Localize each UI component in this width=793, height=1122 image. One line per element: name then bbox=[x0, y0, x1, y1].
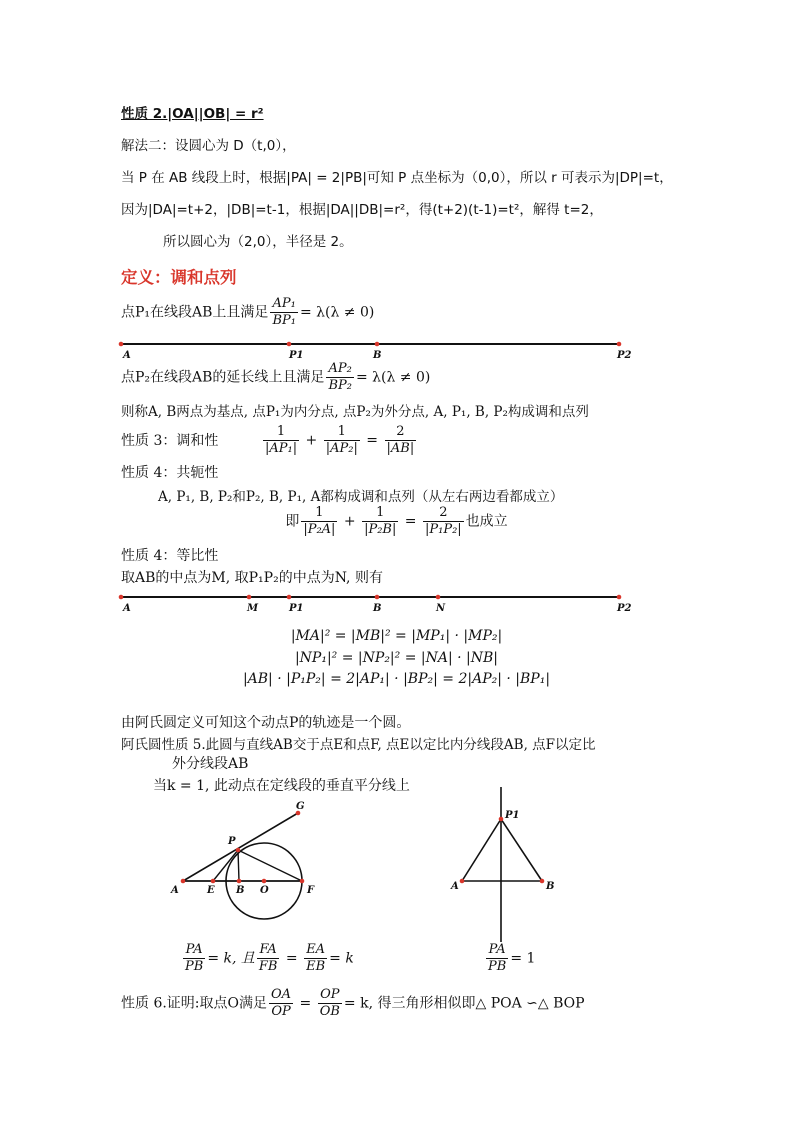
point-b bbox=[237, 879, 242, 884]
prop6-suffix: = k, 得三角形相似即△ POA ∽△ BOP bbox=[343, 995, 585, 1012]
prop6-prefix: 性质 6.证明:取点O满足 bbox=[121, 995, 268, 1012]
label-n: N bbox=[436, 603, 446, 614]
property-4-conjugate-text: A, P₁, B, P₂和P₂, B, P₁, A都构成调和点列（从左右两边看都成立） bbox=[158, 489, 564, 505]
prop3-f1-num: 1 bbox=[263, 424, 299, 441]
property-4-ratio-text: 取AB的中点为M, 取P₁P₂的中点为N, 则有 bbox=[121, 570, 383, 586]
segment-ap bbox=[462, 819, 501, 881]
label-b: B bbox=[373, 603, 382, 614]
caption-fa: FA bbox=[257, 942, 280, 959]
label-p: P bbox=[228, 836, 236, 847]
equation-1: |MA|² = |MB|² = |MP₁| · |MP₂| bbox=[290, 628, 503, 644]
label-a: A bbox=[171, 885, 179, 896]
property-4-ratio-label: 性质 4：等比性 bbox=[121, 548, 219, 564]
definition-heading: 定义：调和点列 bbox=[121, 268, 237, 287]
definition-explanation: 则称A, B两点为基点, 点P₁为内分点, 点P₂为外分点, A, P₁, B, P₂构成调和点列 bbox=[121, 404, 589, 420]
point-p2 bbox=[617, 342, 622, 347]
p1-fraction bbox=[270, 296, 298, 329]
caption-pa: PA bbox=[486, 942, 508, 959]
caption-pb: PB bbox=[185, 959, 204, 974]
property-6: 性质 6.证明:取点O满足 $\frac{OA}{OP}$ = $\frac{OP}{OB}$ = k, 得三角形相似即△ POA ∽△ BOP bbox=[121, 987, 585, 1019]
caption-end: = k bbox=[329, 950, 354, 967]
prop6-den2: OB bbox=[319, 1004, 340, 1019]
equation-2: |NP₁|² = |NP₂|² = |NA| · |NB| bbox=[294, 650, 499, 666]
prop3-f2-num: 1 bbox=[324, 424, 360, 441]
segment-bp bbox=[501, 819, 542, 881]
solution-line-2: 当 P 在 AB 线段上时，根据|PA| = 2|PB|可知 P 点坐标为（0,0），所以 r 可表示为|DP|=t， bbox=[121, 170, 673, 186]
prop4a-f1-den: |P₂A| bbox=[303, 522, 336, 537]
label-g: G bbox=[296, 801, 305, 812]
prop4a-f2-den: |P₂B| bbox=[364, 522, 397, 537]
label-m: M bbox=[247, 603, 259, 614]
prop4a-f3-num: 2 bbox=[423, 505, 464, 522]
point-p1 bbox=[287, 342, 292, 347]
point-o bbox=[262, 879, 267, 884]
p1-definition-suffix: = λ(λ ≠ 0) bbox=[299, 304, 375, 321]
label-p1: P1 bbox=[289, 350, 304, 361]
point-p1 bbox=[499, 817, 504, 822]
prop3-f2-den: |AP₂| bbox=[325, 441, 358, 456]
caption-pb: PB bbox=[488, 959, 507, 974]
label-p1: P1 bbox=[289, 603, 304, 614]
equation-3: |AB| · |P₁P₂| = 2|AP₁| · |BP₂| = 2|AP₂| · |BP₁| bbox=[242, 671, 551, 687]
label-p2: P2 bbox=[617, 350, 632, 361]
formula-suffix: 也成立 bbox=[465, 513, 508, 530]
property-3-label: 性质 3：调和性 bbox=[121, 432, 219, 449]
point-p2 bbox=[617, 595, 622, 600]
property-4-conjugate-formula: 即 $\frac{1}{\text{|P₂A|}}$ + $\frac{1}{\text{|P₂B|}}$ = $\frac{2}{\text{|P₁P₂|}}$ 也成立 bbox=[285, 505, 508, 537]
property-4-conjugate-label: 性质 4：共轭性 bbox=[121, 465, 219, 481]
prop4a-f2-num: 1 bbox=[362, 505, 398, 522]
label-b: B bbox=[236, 885, 245, 896]
section-title: 性质 2.|OA||OB| = r² bbox=[121, 106, 264, 122]
prop3-f3-den: |AB| bbox=[386, 441, 415, 456]
point-n bbox=[436, 595, 441, 600]
perpendicular-bisector-figure bbox=[445, 785, 565, 945]
label-o: O bbox=[260, 885, 269, 896]
p2-definition bbox=[121, 361, 430, 394]
harmonic-line-figure bbox=[115, 337, 635, 363]
solution-line-1: 解法二：设圆心为 D（t,0）， bbox=[121, 138, 296, 154]
point-a bbox=[119, 595, 124, 600]
solution-line-3: 因为|DA|=t+2，|DB|=t-1，根据|DA||DB|=r²，得(t+2)(t-1)=t²，解得 t=2， bbox=[121, 202, 603, 218]
label-a: A bbox=[123, 350, 131, 361]
label-a: A bbox=[123, 603, 131, 614]
prop4a-f1-num: 1 bbox=[301, 505, 337, 522]
p1-definition bbox=[121, 296, 374, 329]
triangle-figure-caption bbox=[484, 942, 535, 975]
point-b bbox=[375, 342, 380, 347]
line-pb bbox=[238, 850, 239, 881]
caption-fb: FB bbox=[258, 959, 278, 974]
label-b: B bbox=[373, 350, 382, 361]
point-a bbox=[460, 879, 465, 884]
point-a bbox=[119, 342, 124, 347]
caption-end: = 1 bbox=[510, 950, 536, 967]
p2-definition-prefix: 点P₂在线段AB的延长线上且满足 bbox=[121, 369, 325, 386]
point-a bbox=[181, 879, 186, 884]
point-e bbox=[211, 879, 216, 884]
prop6-num1: OA bbox=[271, 987, 292, 1002]
p1-definition-prefix: 点P₁在线段AB上且满足 bbox=[121, 304, 269, 321]
label-f: F bbox=[307, 885, 315, 896]
solution-line-4: 所以圆心为（2,0），半径是 2。 bbox=[163, 234, 353, 250]
point-b bbox=[540, 879, 545, 884]
circle-figure-caption: $\frac{PA}{PB}$ = k, 且 $\frac{FA}{FB}$ = $\frac{EA}{EB}$ = k bbox=[185, 942, 354, 974]
prop3-f1-den: |AP₁| bbox=[265, 441, 298, 456]
apollonius-line-1: 由阿氏圆定义可知这个动点P的轨迹是一个圆。 bbox=[121, 715, 411, 731]
property-3: 性质 3：调和性 $\frac{1}{\text{|AP₁|}}$ + $\frac{1}{\text{|AP₂|}}$ = $\frac{2}{|AB|}$ bbox=[121, 424, 415, 456]
caption-ea: EA bbox=[304, 942, 327, 959]
point-p1 bbox=[287, 595, 292, 600]
caption-mid: = k, 且 bbox=[207, 950, 255, 967]
point-m bbox=[247, 595, 252, 600]
label-p2: P2 bbox=[617, 603, 632, 614]
point-f bbox=[300, 879, 305, 884]
label-a: A bbox=[451, 881, 459, 892]
caption-eb: EB bbox=[306, 959, 326, 974]
p2-fraction-den: BP₂ bbox=[328, 378, 352, 393]
prop3-f3-num: 2 bbox=[385, 424, 417, 441]
prop6-den1: OP bbox=[271, 1004, 291, 1019]
apollonius-line-3: 外分线段AB bbox=[172, 756, 249, 772]
p2-definition-suffix: = λ(λ ≠ 0) bbox=[355, 369, 431, 386]
p2-fraction bbox=[326, 361, 354, 394]
point-p bbox=[236, 848, 241, 853]
formula-prefix: 即 bbox=[285, 513, 300, 530]
apollonius-line-4: 当k = 1, 此动点在定线段的垂直平分线上 bbox=[153, 778, 410, 794]
label-e: E bbox=[207, 885, 215, 896]
apollonius-circle-figure bbox=[165, 800, 325, 930]
label-b: B bbox=[546, 881, 555, 892]
point-b bbox=[375, 595, 380, 600]
p1-fraction-num: AP₁ bbox=[270, 296, 298, 313]
apollonius-line-2: 阿氏圆性质 5.此圆与直线AB交于点E和点F, 点E以定比内分线段AB, 点F以定比 bbox=[121, 737, 596, 753]
label-p1: P1 bbox=[505, 810, 520, 821]
prop6-num2: OP bbox=[318, 987, 342, 1004]
prop4a-f3-den: |P₁P₂| bbox=[424, 522, 462, 537]
p1-fraction-den: BP₁ bbox=[272, 313, 296, 328]
caption-pa: PA bbox=[183, 942, 205, 959]
p2-fraction-num: AP₂ bbox=[326, 361, 354, 378]
midpoint-line-figure bbox=[115, 590, 635, 616]
